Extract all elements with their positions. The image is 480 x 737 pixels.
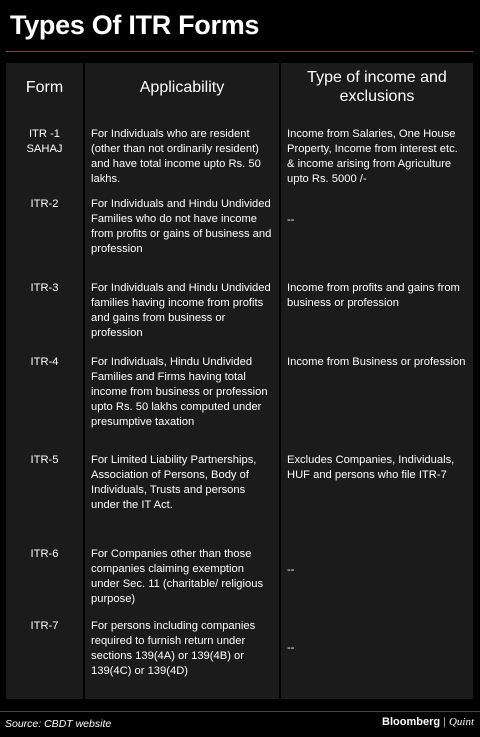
cell-form: ITR-6 <box>6 547 84 613</box>
cell-income: Income from Salaries, One House Property, Income from interest etc. & income arising from Agriculture upto Rs. 5000 /- <box>280 111 473 187</box>
cell-applicability: For Individuals and Hindu Undivided families having income from profits and gains from business or profession <box>84 281 280 355</box>
cell-form: ITR -1 SAHAJ <box>6 111 84 187</box>
cell-income: -- <box>280 613 473 699</box>
cell-applicability: For persons including companies required to furnish return under sections 139(4A) or 139(4B) or 139(4C) or 139(4D) <box>84 613 280 699</box>
footer-divider <box>0 711 480 712</box>
header-form: Form <box>6 63 84 111</box>
table-row <box>6 281 473 355</box>
brand-quint: Quint <box>448 716 474 728</box>
cell-income: Excludes Companies, Individuals, HUF and persons who file ITR-7 <box>280 453 473 547</box>
brand-bloomberg: Bloomberg <box>382 716 441 728</box>
page-title: Types Of ITR Forms <box>10 10 260 40</box>
brand-logo <box>382 716 474 728</box>
table-row <box>6 111 473 187</box>
cell-applicability: For Companies other than those companies claiming exemption under Sec. 11 (charitable/ religious purpose) <box>84 547 280 613</box>
cell-income: Income from Business or profession <box>280 355 473 453</box>
cell-form: ITR-2 <box>6 187 84 281</box>
cell-income: -- <box>280 547 473 613</box>
cell-applicability: For Individuals who are resident (other than not ordinarily resident) and have total income upto Rs. 50 lakhs. <box>84 111 280 187</box>
table-row <box>6 547 473 613</box>
table-row <box>6 355 473 453</box>
table-row <box>6 187 473 281</box>
title-divider <box>6 51 473 52</box>
table-row <box>6 453 473 547</box>
cell-applicability: For Individuals, Hindu Undivided Families and Firms having total income from business or profession upto Rs. 50 lakhs computed under presumptive taxation <box>84 355 280 453</box>
table-header-row <box>6 63 473 111</box>
itr-forms-table <box>6 63 473 699</box>
cell-form: ITR-4 <box>6 355 84 453</box>
header-applicability: Applicability <box>84 63 280 111</box>
cell-form: ITR-5 <box>6 453 84 547</box>
cell-applicability: For Limited Liability Partnerships, Association of Persons, Body of Individuals, Trusts and persons under the IT Act. <box>84 453 280 547</box>
brand-separator: | <box>443 716 446 728</box>
cell-income: -- <box>280 187 473 281</box>
cell-income: Income from profits and gains from business or profession <box>280 281 473 355</box>
cell-form: ITR-3 <box>6 281 84 355</box>
cell-applicability: For Individuals and Hindu Undivided Families who do not have income from profits or gains of business and profession <box>84 187 280 281</box>
cell-form: ITR-7 <box>6 613 84 699</box>
header-income: Type of income and exclusions <box>280 63 473 111</box>
table-row <box>6 613 473 699</box>
source-note: Source: CBDT website <box>5 718 112 730</box>
